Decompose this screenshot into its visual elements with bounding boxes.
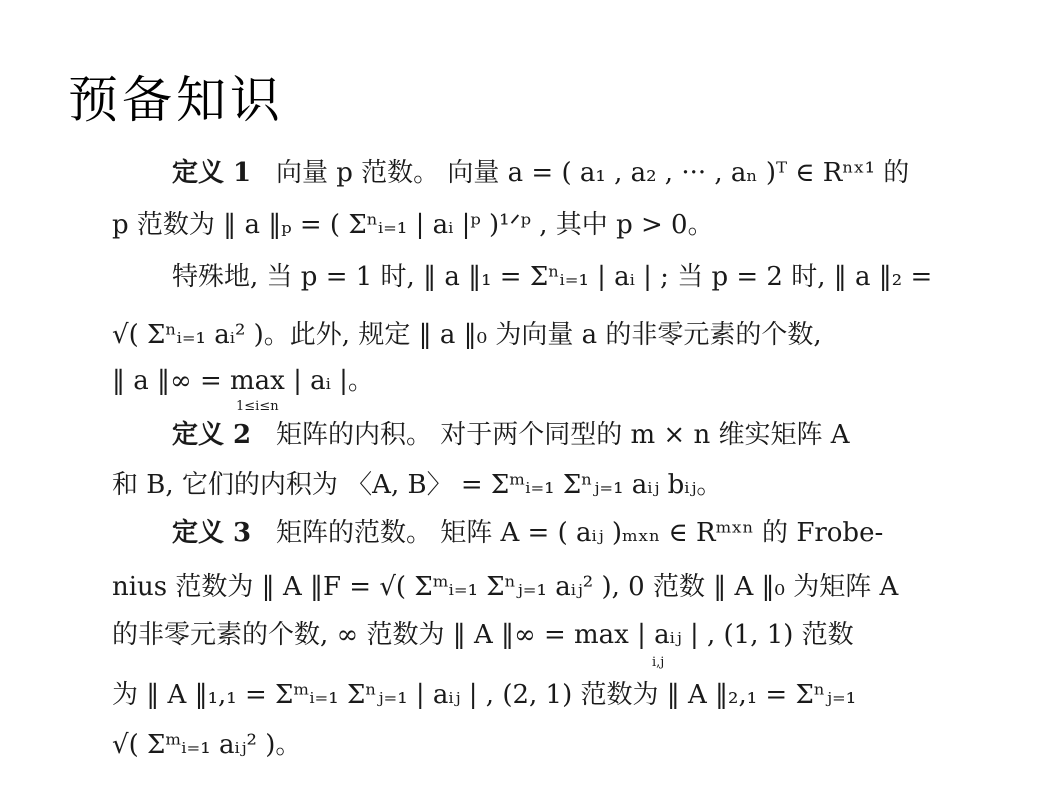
- definition-3-label: 定义 3: [172, 518, 252, 548]
- max-subscript: 1≤i≤n: [236, 399, 279, 414]
- definition-3-text-4: 为 ‖ A ‖₁,₁ = Σᵐᵢ₌₁ Σⁿⱼ₌₁ | aᵢⱼ | , (2, 1) 范数为 ‖ A ‖₂,₁ = Σⁿⱼ₌₁: [112, 680, 857, 710]
- definition-2-text-1: 对于两个同型的 m × n 维实矩阵 A: [440, 420, 850, 450]
- definition-1-line-1: [112, 158, 972, 188]
- definition-2-name: 矩阵的内积。: [275, 420, 432, 450]
- definition-3-text-1: 矩阵 A = ( aᵢⱼ )ₘₓₙ ∈ Rᵐˣⁿ 的 Frobe-: [440, 518, 884, 548]
- definition-3-line-3: [112, 620, 912, 670]
- definition-2-line-1: [112, 420, 972, 450]
- definition-3-text-2: nius 范数为 ‖ A ‖F = √( Σᵐᵢ₌₁ Σⁿⱼ₌₁ aᵢⱼ² ), 0 范数 ‖ A ‖₀ 为矩阵 A: [112, 572, 899, 602]
- definition-3-text-5: √( Σᵐᵢ₌₁ aᵢⱼ² )。: [112, 730, 302, 760]
- definition-2-label: 定义 2: [172, 420, 252, 450]
- definition-3-line-1: [112, 518, 972, 548]
- special-case-line-1: 特殊地, 当 p = 1 时, ‖ a ‖₁ = Σⁿᵢ₌₁ | aᵢ | ; 当 p = 2 时, ‖ a ‖₂ =: [172, 262, 933, 292]
- max-ij-subscript: i,j: [652, 655, 665, 670]
- infinity-norm-formula: ‖ a ‖∞ = max | aᵢ |。: [112, 366, 374, 396]
- definition-1-text-2: p 范数为 ‖ a ‖ₚ = ( Σⁿᵢ₌₁ | aᵢ |ᵖ )¹ᐟᵖ , 其中 p > 0。: [112, 210, 714, 240]
- definition-1-text-1: 向量 a = ( a₁ , a₂ , ··· , aₙ )ᵀ ∈ Rⁿˣ¹ 的: [447, 158, 910, 188]
- definition-1-name: 向量 p 范数。: [275, 158, 440, 188]
- definition-3-text-3: 的非零元素的个数, ∞ 范数为 ‖ A ‖∞ = max | aᵢⱼ | , (1, 1) 范数: [112, 620, 854, 650]
- special-case-line-2: √( Σⁿᵢ₌₁ aᵢ² )。此外, 规定 ‖ a ‖₀ 为向量 a 的非零元素的个数,: [112, 320, 822, 350]
- page-title: 预备知识: [68, 71, 284, 129]
- definition-2-text-2: 和 B, 它们的内积为 〈A, B〉 = Σᵐᵢ₌₁ Σⁿⱼ₌₁ aᵢⱼ bᵢⱼ。: [112, 470, 723, 500]
- definition-1-label: 定义 1: [172, 158, 252, 188]
- definition-3-name: 矩阵的范数。: [275, 518, 432, 548]
- special-case-line-3: [112, 366, 912, 414]
